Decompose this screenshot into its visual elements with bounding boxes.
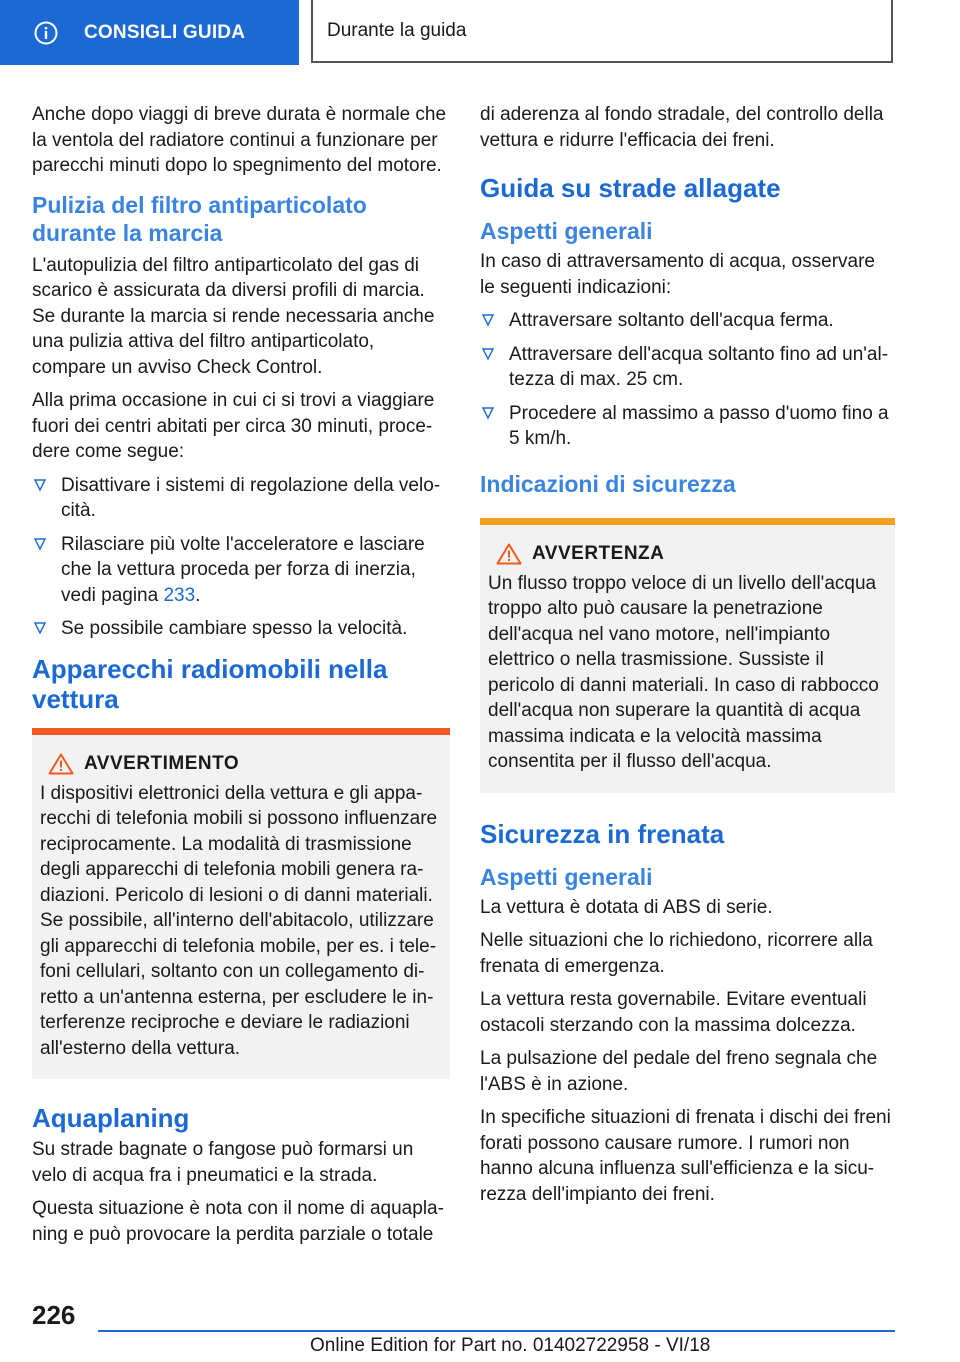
brake-paragraph-5: In specifiche situazioni di frenata i dischi dei freni forati possono causare rumore. I rumori non hanno alcuna influenza sull'efficienza e la sicurezza dell'impianto dei freni. [480,1107,891,1205]
continuation-paragraph: di aderenza al fondo stradale, del controllo della vettura e ridurre l'efficacia dei freni. [480,104,884,151]
page-link[interactable]: 233 [163,584,196,606]
filter-paragraph-1: L'autopulizia del filtro antiparticolato del gas di scarico è assicurata da diversi profili di marcia. Se durante la marcia si rende necessaria anche una pulizia attiva del filtro antiparticolato, compare un avviso Check Control. [32,254,435,378]
general-heading: Aspetti generali [480,218,653,244]
list-item: Attraversare dell'acqua soltanto fino ad un'altezza di max. 25 cm. [480,342,895,393]
list-item: Se possibile cambiare spesso la velocità. [32,616,450,642]
warning-triangle-icon [48,753,74,775]
brake-heading: Sicurezza in frenata [480,818,725,849]
right-column [480,102,895,1215]
list-item: Attraversare soltanto dell'acqua ferma. [480,308,895,334]
page-number: 226 [32,1300,76,1330]
caution-title: AVVERTENZA [532,542,665,564]
bullet-triangle-icon [482,348,494,360]
caution-text: Un flusso troppo veloce di un livello dell'acqua troppo alto può causare la penetrazione dell'acqua nel vano motore, nell'impianto elettrico o nella trasmissione. Sussiste il pericolo di danni materiali. In caso di rabbocco dell'acqua non superare la quantità di acqua massima indicata e la velocità massima consentita per il flusso dell'acqua. [488,572,879,772]
section-tab-label: CONSIGLI GUIDA [84,21,246,43]
brake-general-heading: Aspetti generali [480,863,653,890]
filter-paragraph-2: Alla prima occasione in cui ci si trovi a viaggiare fuori dei centri abitati per circa 30 minuti, procedere come segue: [32,390,435,462]
warning-box [32,728,450,1080]
left-column [32,102,450,1255]
info-circle-icon [34,21,58,45]
brake-paragraph-1: La vettura è dotata di ABS di serie. [480,896,773,918]
bullet-triangle-icon [34,538,46,550]
safety-heading: Indicazioni di sicurezza [480,470,736,497]
edition-text: Online Edition for Part no. 01402722958 - VI/18 [310,1335,711,1356]
filter-steps-list [32,473,450,642]
brake-paragraph-4: La pulsazione del pedale del freno segnala che l'ABS è in azione. [480,1048,878,1095]
warning-title: AVVERTIMENTO [84,752,240,774]
footer-divider [98,1330,895,1332]
list-item: Disattivare i sistemi di regolazione della velocità. [32,473,450,524]
flood-rules-list [480,308,895,452]
filter-heading: Pulizia del filtro antiparticolato durante la marcia [32,191,367,246]
brake-paragraph-3: La vettura resta governabile. Evitare eventuali ostacoli sterzando con la massima dolcezza. [480,989,867,1036]
aquaplaning-paragraph-2: Questa situazione è nota con il nome di aquaplaning e può provocare la perdita parziale o totale [32,1198,444,1245]
bullet-triangle-icon [482,407,494,419]
chapter-title: Durante la guida [311,0,893,63]
flood-heading: Guida su strade allagate [480,173,781,203]
aquaplaning-paragraph-1: Su strade bagnate o fangose può formarsi un velo di acqua fra i pneumatici e la strada. [32,1139,414,1186]
warning-triangle-icon [496,543,522,565]
brake-paragraph-2: Nelle situazioni che lo richiedono, ricorrere alla frenata di emergenza. [480,930,873,977]
bullet-triangle-icon [482,314,494,326]
header-tab[interactable] [0,0,299,65]
radio-heading: Apparecchi radiomobili nella vettura [32,653,388,714]
intro-paragraph: Anche dopo viaggi di breve durata è normale che la ventola del radiatore continui a funzionare per parecchi minuti dopo lo spegnimento del motore. [32,104,447,176]
bullet-triangle-icon [34,622,46,634]
list-item: Rilasciare più volte l'acceleratore e lasciare che la vettura proceda per forza di inerzia, vedi pagina 233. [32,532,450,609]
flood-paragraph-1: In caso di attraversamento di acqua, osservare le seguenti indicazioni: [480,251,875,298]
caution-box [480,518,895,793]
aquaplaning-heading: Aquaplaning [32,1103,190,1133]
list-item: Procedere al massimo a passo d'uomo fino a 5 km/h. [480,401,895,452]
warning-text: I dispositivi elettronici della vettura e gli apparecchi di telefonia mobili si possono influenzare reciprocamente. La modalità di trasmissione degli apparecchi di telefonia mobili genera radiazioni. Pericolo di lesioni o di danni materiali. Se possibile, all'interno dell'abitacolo, utilizzare gli apparecchi di telefonia mobile, per es. i telefoni cellulari, soltanto con un collegamento diretto a un'antenna esterna, per escludere le interferenze reciproche e deviare le radiazioni all'esterno della vettura. [40,782,438,1059]
bullet-triangle-icon [34,479,46,491]
